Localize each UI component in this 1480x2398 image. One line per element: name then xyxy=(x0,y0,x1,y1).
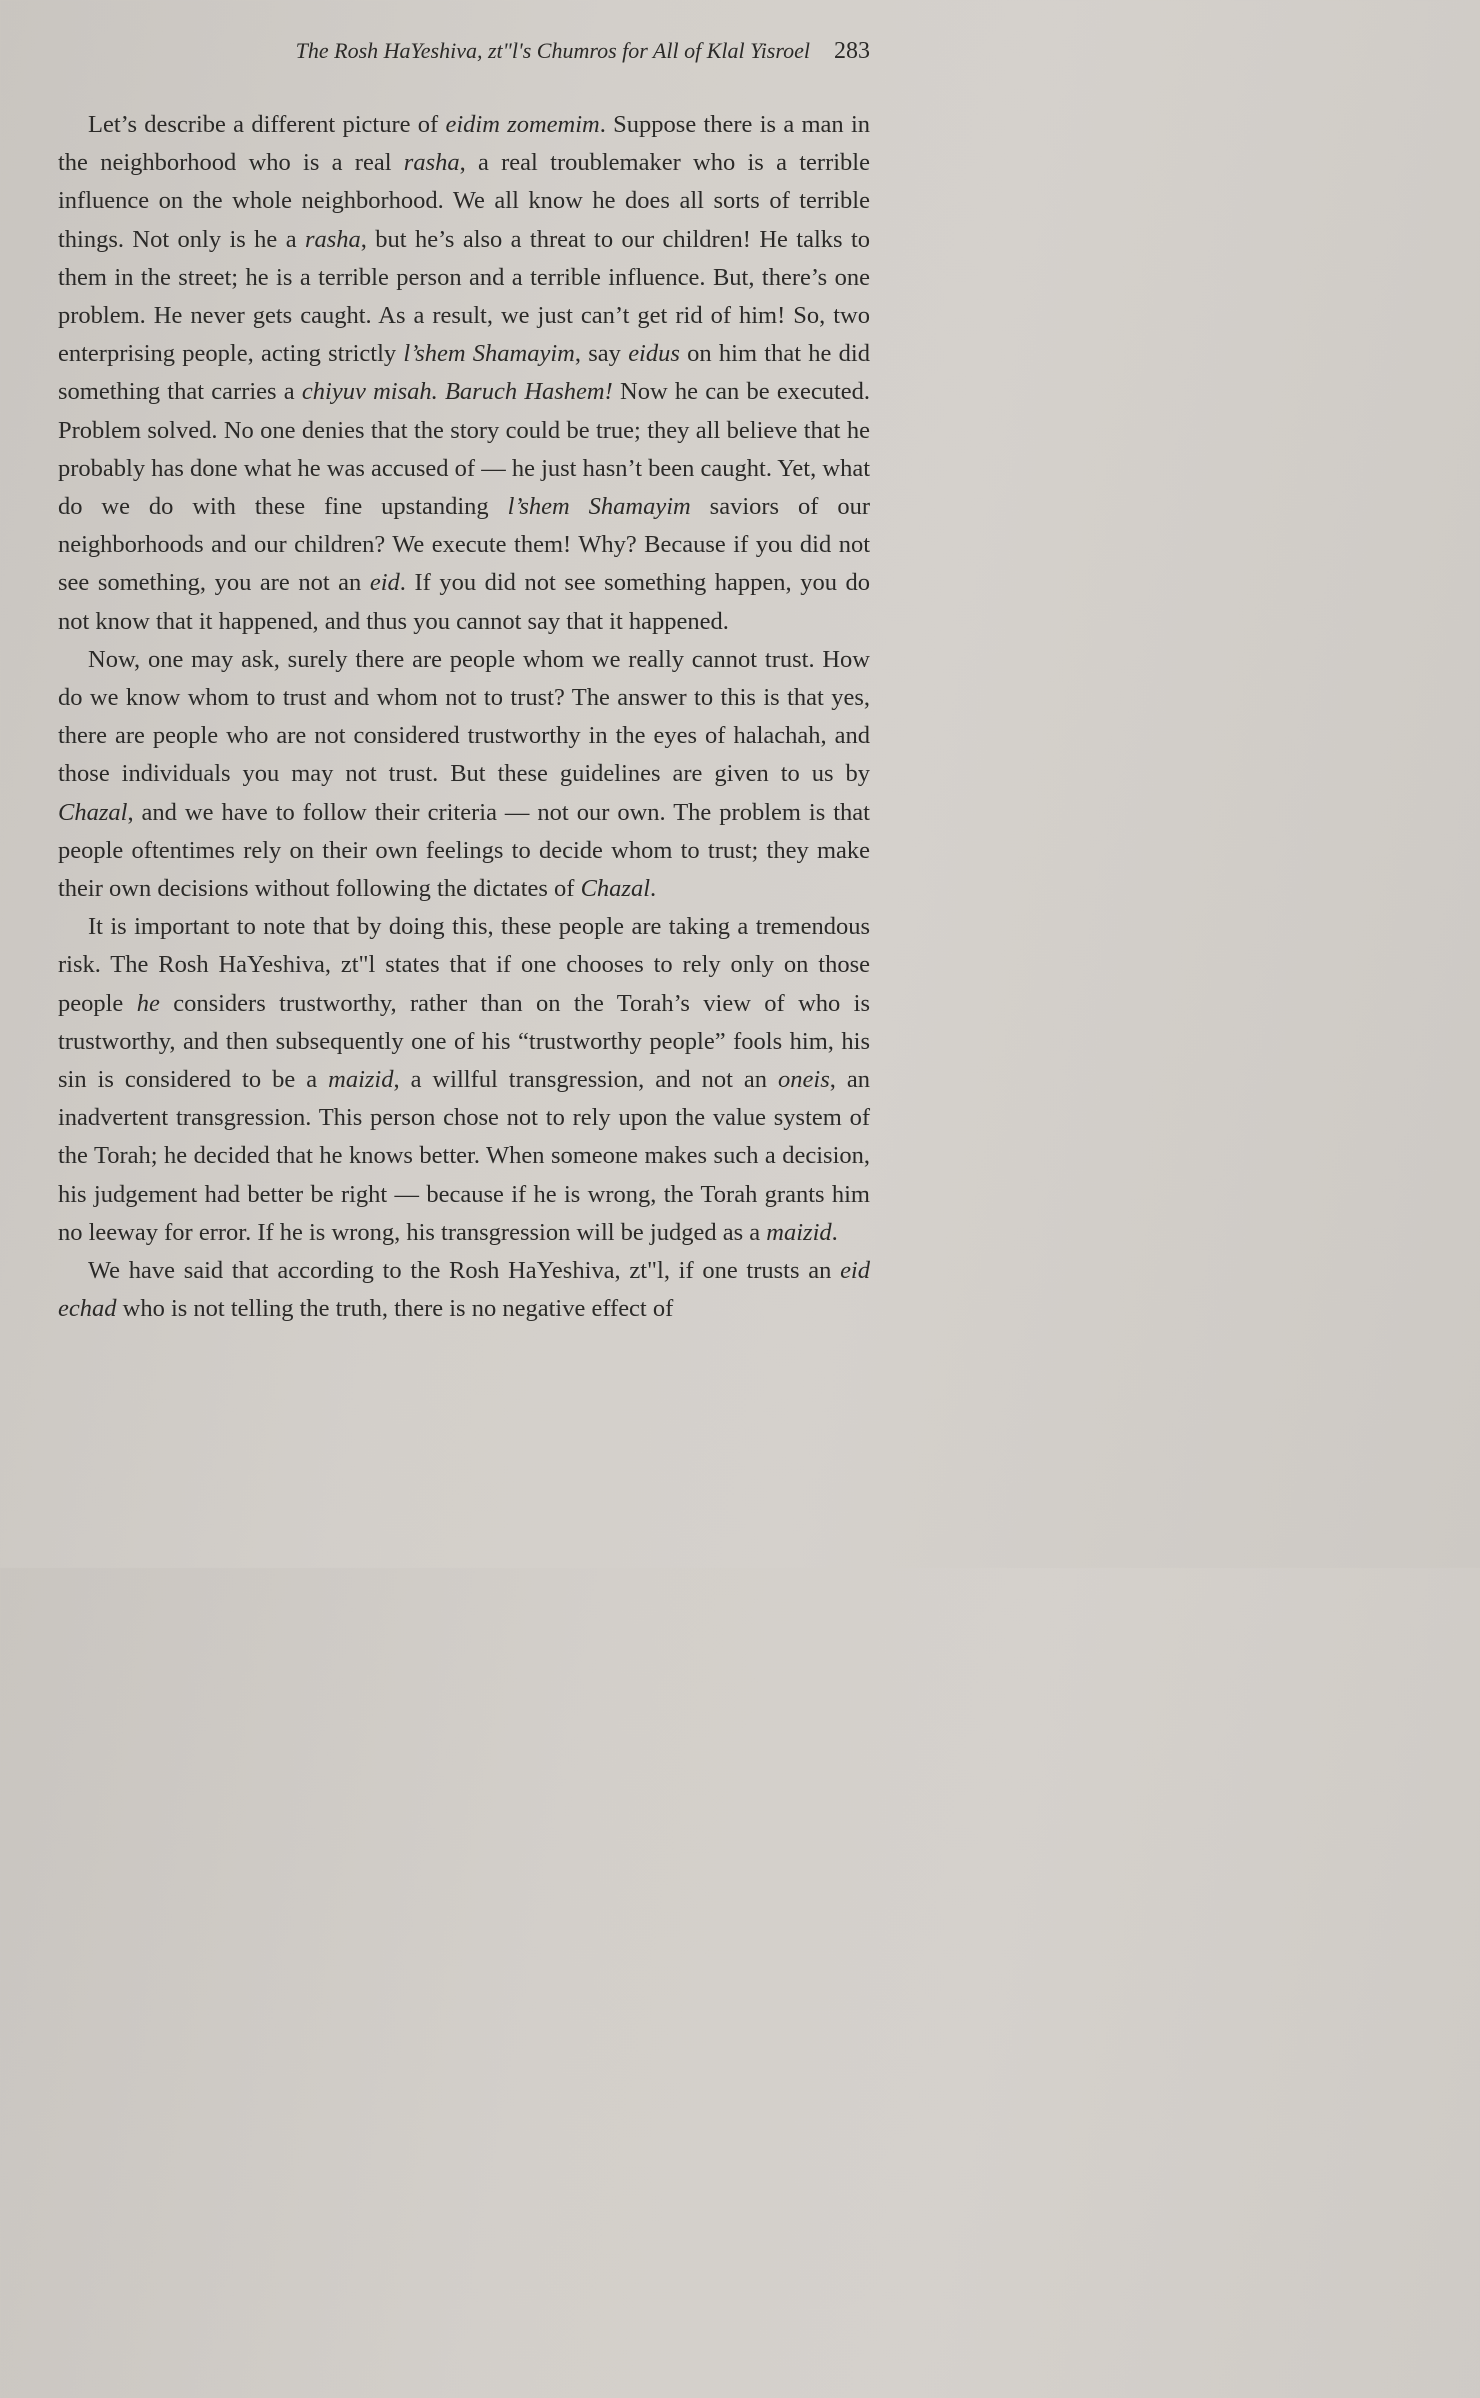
text-run: considers trustworthy, rather than on the Torah’s view of who is trustworthy, and then subsequently one of his “trustworthy people” fools him, his sin is considered to be a xyxy=(58,989,870,1094)
text-run: We have said that according to the Rosh HaYeshiva, zt"l, if one trusts an xyxy=(88,1257,841,1285)
text-run: , say xyxy=(574,340,629,368)
text-run: Now, one may ask, surely there are people whom we really cannot trust. How do we know whom to trust and whom not to trust? The answer to this is that yes, there are people who are not considered trustworthy in the eyes of halachah, and those individuals you may not trust. But these guidelines are given to us by xyxy=(58,645,870,788)
italic-term: Chazal xyxy=(58,798,128,826)
italic-term: eid xyxy=(369,569,400,597)
text-run: , and we have to follow their criteria — not our own. The problem is that people oftentimes rely on their own feelings to decide whom to trust; they make their own decisions without following the dictates of xyxy=(58,798,870,903)
text-run: . xyxy=(650,875,657,903)
paragraph xyxy=(58,106,870,641)
italic-term: maizid xyxy=(328,1066,394,1094)
text-run: on him that he did something that carries a xyxy=(58,340,870,406)
text-run: , a real troublemaker who is a terrible influence on the whole neighborhood. We all know he does all sorts of terrible things. Not only is he a xyxy=(58,149,870,253)
text-run: , a willful transgression, and not an xyxy=(393,1066,779,1094)
text-run: saviors of our neighborhoods and our children? We execute them! Why? Because if you did not see something, you are not an xyxy=(58,493,870,597)
text-run: . If you did not see something happen, you do not know that it happened, and thus you cannot say that it happened. xyxy=(58,569,871,635)
italic-term: rasha xyxy=(304,225,361,253)
text-run: It is important to note that by doing this, these people are taking a tremendous risk. The Rosh HaYeshiva, zt"l states that if one chooses to rely only on those people xyxy=(58,913,870,1017)
italic-term: he xyxy=(136,989,160,1017)
paragraph xyxy=(58,908,870,1252)
text-run: , but he’s also a threat to our children! He talks to them in the street; he is a terrible person and a terrible influence. But, there’s one problem. He never gets caught. As a result, we just can’t get rid of him! So, two enterprising people, acting strictly xyxy=(58,225,870,368)
text-run: who is not telling the truth, there is no negative effect of xyxy=(116,1295,674,1323)
italic-term: rasha xyxy=(403,149,460,177)
page-number: 283 xyxy=(834,38,870,64)
book-page xyxy=(0,0,968,1568)
text-run: , an inadvertent transgression. This person chose not to rely upon the value system of the Torah; he decided that he knows better. When someone makes such a decision, his judgement had better be right — because if he is wrong, the Torah grants him no leeway for error. If he is wrong, his transgression will be judged as a xyxy=(58,1066,871,1246)
italic-term: eidim zomemim xyxy=(445,111,600,138)
running-title: The Rosh HaYeshiva, zt"l's Chumros for All of Klal Yisroel xyxy=(295,38,810,63)
body-text xyxy=(58,106,870,1329)
italic-term: maizid xyxy=(766,1218,832,1246)
text-run: . xyxy=(831,1218,838,1246)
italic-term: Chazal xyxy=(580,875,651,903)
paragraph xyxy=(58,641,870,908)
text-run: Now he can be executed. Problem solved. No one denies that the story could be true; they all believe that he probably has done what he was accused of — he just hasn’t been caught. Yet, what do we do with these fine upstanding xyxy=(58,378,871,521)
text-run: . Suppose there is a man in the neighborhood who is a real xyxy=(58,111,871,177)
italic-term: eid echad xyxy=(58,1257,870,1323)
text-run: Let’s describe a different picture of xyxy=(88,111,446,138)
running-head xyxy=(180,36,870,66)
italic-term: eidus xyxy=(628,340,680,368)
italic-term: l’shem Shamayim xyxy=(507,493,691,521)
italic-term: l’shem Shamayim xyxy=(403,340,575,368)
italic-term: chiyuv misah. Baruch Hashem! xyxy=(301,378,613,406)
paragraph xyxy=(58,1252,870,1328)
italic-term: oneis xyxy=(778,1066,830,1094)
